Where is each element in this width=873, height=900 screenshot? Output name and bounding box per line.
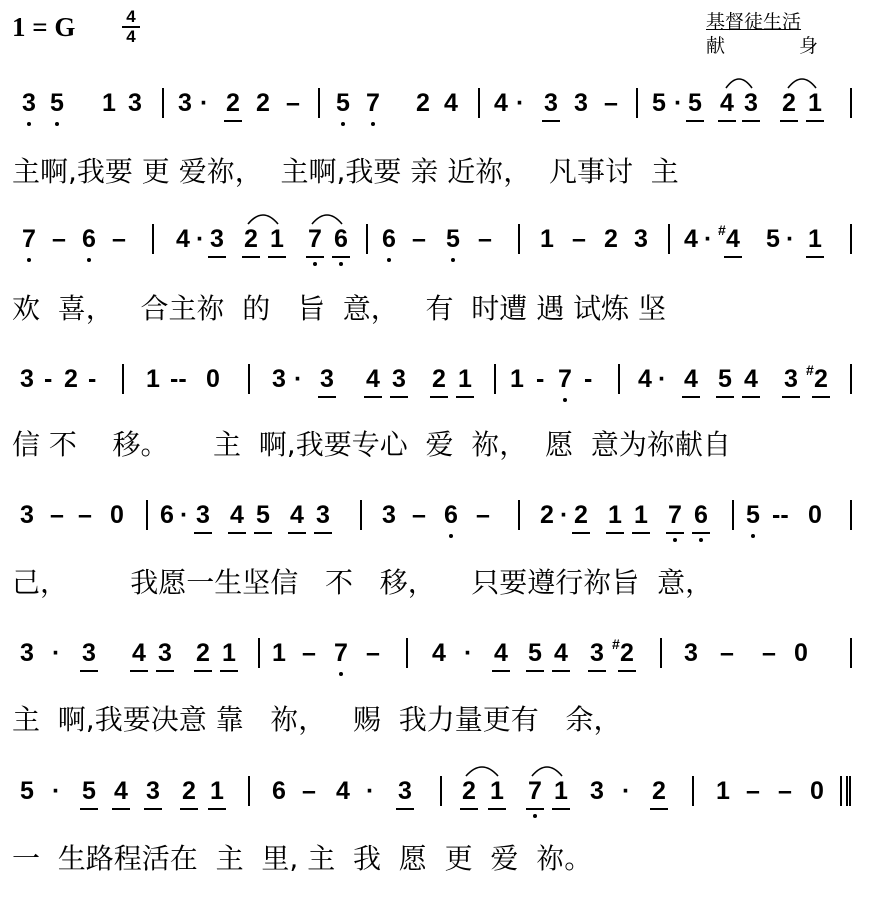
note: 7 [308,225,322,253]
note: 3 [22,89,36,117]
note: 5 [446,225,460,253]
underline [144,808,162,810]
underline [332,256,350,258]
note: 4 [684,365,698,393]
sharp-sign: # [718,222,726,238]
lyric-line: 己， 我愿一生坚信 不 移， 只要遵行祢旨 意， [12,566,714,599]
note: · [786,225,795,253]
note: – [412,501,426,529]
underline [812,396,830,398]
note: 2 [182,777,196,805]
note: 4 [726,225,740,253]
low-dot [55,122,59,126]
barline [850,638,852,668]
note: – [286,89,300,117]
low-dot [673,538,677,542]
note: 7 [528,777,542,805]
note: 2 [226,89,240,117]
note: 1 [808,225,822,253]
underline [492,670,510,672]
underline [180,808,198,810]
note: 2 [652,777,666,805]
note: 1 [222,639,236,667]
note: – [112,225,126,253]
barline [248,776,250,806]
low-dot [563,398,567,402]
low-dot [699,538,703,542]
note: 4 [494,639,508,667]
underline [80,670,98,672]
note: 1 [102,89,116,117]
underline [208,808,226,810]
note: 1 [510,365,524,393]
tie-layer [0,350,873,366]
note: 6 [160,501,174,529]
note: 2 [782,89,796,117]
note: 7 [334,639,348,667]
barline [636,88,638,118]
underline [692,532,710,534]
note: · [560,501,569,529]
note: 4 [638,365,652,393]
note: 4 [114,777,128,805]
underline [268,256,286,258]
note: – [720,639,734,667]
note: 0 [206,365,220,393]
note: 7 [366,89,380,117]
underline [390,396,408,398]
note: 6 [272,777,286,805]
note: 0 [808,501,822,529]
note: 3 [320,365,334,393]
note: – [366,639,380,667]
underline [364,396,382,398]
underline [456,396,474,398]
underline [156,670,174,672]
note: · [674,89,683,117]
lyric-line: 主 啊,我要决意 靠 祢， 赐 我力量更有 余， [12,703,622,736]
note: 5 [746,501,760,529]
category-right: 身 [798,35,818,57]
note: 3 [20,365,34,393]
note: · [196,225,205,253]
note: 4 [336,777,350,805]
note: – [302,639,316,667]
low-dot [339,672,343,676]
low-dot [371,122,375,126]
note: 6 [82,225,96,253]
note: 1 [458,365,472,393]
note: 3 [398,777,412,805]
note: 1 [554,777,568,805]
note: 3 [784,365,798,393]
note: · [200,89,209,117]
underline [552,808,570,810]
note: · [52,639,61,667]
underline [606,532,624,534]
note: 4 [132,639,146,667]
low-dot [87,258,91,262]
note: – [778,777,792,805]
underline [618,670,636,672]
time-signature [120,8,142,46]
note: 4 [554,639,568,667]
note: 4 [432,639,446,667]
note: 3 [634,225,648,253]
tie-arc [788,79,816,88]
note: · [658,365,667,393]
barline [850,364,852,394]
note: 4 [290,501,304,529]
note: - [584,365,593,393]
underline [314,532,332,534]
note: 2 [432,365,446,393]
note-row [0,638,873,698]
note: – [572,225,586,253]
underline [228,532,246,534]
note: 2 [574,501,588,529]
lyric-line: 主啊,我要 更 爱祢， 主啊,我要 亲 近祢， 凡事讨 主 [12,155,679,188]
note: 1 [808,89,822,117]
underline [130,670,148,672]
underline [682,396,700,398]
underline [542,120,560,122]
barline [258,638,260,668]
barline [366,224,368,254]
underline [208,256,226,258]
underline [782,396,800,398]
note: 3 [590,777,604,805]
tie-layer [0,210,873,226]
barline [850,500,852,530]
note: 3 [684,639,698,667]
note: 5 [528,639,542,667]
low-dot [313,262,317,266]
note: 3 [146,777,160,805]
underline [526,670,544,672]
barline [846,776,848,806]
underline [572,532,590,534]
underline [254,532,272,534]
underline [632,532,650,534]
note: 1 [210,777,224,805]
low-dot [27,258,31,262]
category-label [706,34,818,58]
tie-arc [312,215,342,224]
author-name: 基督徒生活 [706,11,802,33]
note: 6 [334,225,348,253]
note: 1 [490,777,504,805]
note: 5 [336,89,350,117]
note: - [88,365,97,393]
note: – [604,89,618,117]
note: 4 [366,365,380,393]
barline [478,88,480,118]
sharp-sign: # [612,636,620,652]
barline [668,224,670,254]
note: 5 [766,225,780,253]
note: 3 [20,639,34,667]
lyric-line: 一 生路程活在 主 里, 主 我 愿 更 爱 祢。 [12,842,593,875]
barline [162,88,164,118]
note: 6 [694,501,708,529]
barline [840,776,842,806]
note: 2 [814,365,828,393]
note: 1 [146,365,160,393]
barline [152,224,154,254]
note: 5 [688,89,702,117]
barline [850,224,852,254]
note: · [180,501,189,529]
note: 5 [256,501,270,529]
underline [112,808,130,810]
barline [518,500,520,530]
category-left: 献 [706,35,726,57]
note: 4 [494,89,508,117]
tie-layer [0,762,873,778]
note: 3 [744,89,758,117]
note: – [762,639,776,667]
note: – [746,777,760,805]
note: 3 [196,501,210,529]
barline [849,776,851,806]
note: 7 [22,225,36,253]
tie-layer [0,486,873,502]
underline [224,120,242,122]
note: 1 [634,501,648,529]
barline [660,638,662,668]
note: · [464,639,473,667]
low-dot [451,258,455,262]
barline [692,776,694,806]
low-dot [533,814,537,818]
note: 3 [382,501,396,529]
underline [306,256,324,258]
underline [288,532,306,534]
note-row [0,364,873,424]
note: 2 [196,639,210,667]
note-row [0,776,873,836]
underline [588,670,606,672]
underline [526,808,544,810]
note: 4 [176,225,190,253]
note: 5 [652,89,666,117]
note: 0 [110,501,124,529]
meter-top: 4 [126,7,136,26]
barline [146,500,148,530]
barline [440,776,442,806]
note: · [52,777,61,805]
underline [430,396,448,398]
tie-arc [726,79,752,88]
note: · [294,365,303,393]
note: -- [772,501,789,529]
note: · [366,777,375,805]
note: · [622,777,631,805]
note: 6 [444,501,458,529]
underline [460,808,478,810]
note: 3 [178,89,192,117]
note: 3 [544,89,558,117]
note: 5 [20,777,34,805]
note: 0 [794,639,808,667]
note: 2 [462,777,476,805]
tie-layer [0,624,873,640]
note: 3 [590,639,604,667]
note: 4 [230,501,244,529]
note: · [704,225,713,253]
underline [318,396,336,398]
underline [396,808,414,810]
low-dot [449,534,453,538]
underline [742,120,760,122]
note: 2 [244,225,258,253]
note: - [44,365,53,393]
note: 2 [64,365,78,393]
underline [194,670,212,672]
note: – [476,501,490,529]
note: 4 [444,89,458,117]
note-row [0,500,873,560]
tie-arc [248,215,278,224]
low-dot [27,122,31,126]
underline [742,396,760,398]
underline [80,808,98,810]
note: - [536,365,545,393]
low-dot [339,262,343,266]
underline [718,120,736,122]
low-dot [387,258,391,262]
lyric-line: 信 不 移。 主 啊,我要专心 爱 祢， 愿 意为祢献自 [12,428,731,461]
note: 2 [604,225,618,253]
barline [318,88,320,118]
note: – [412,225,426,253]
note: 3 [128,89,142,117]
underline [724,256,742,258]
low-dot [751,534,755,538]
note: 6 [382,225,396,253]
underline [194,532,212,534]
underline [716,396,734,398]
tie-arc [466,767,498,776]
note: 1 [608,501,622,529]
underline [780,120,798,122]
note: 1 [270,225,284,253]
underline [488,808,506,810]
note: – [50,501,64,529]
note: 5 [82,777,96,805]
underline [806,120,824,122]
note: 3 [210,225,224,253]
note: 3 [20,501,34,529]
barline [518,224,520,254]
note: 5 [50,89,64,117]
sharp-sign: # [806,362,814,378]
note: 2 [416,89,430,117]
note: 2 [620,639,634,667]
note: 7 [668,501,682,529]
note: 3 [316,501,330,529]
lyric-line: 欢 喜， 合主祢 的 旨 意， 有 时遭 遇 试炼 坚 [12,292,667,325]
note-row [0,224,873,284]
underline [220,670,238,672]
barline [122,364,124,394]
note: 0 [810,777,824,805]
note: 3 [574,89,588,117]
note: 4 [684,225,698,253]
note: – [78,501,92,529]
note: 5 [718,365,732,393]
underline [666,532,684,534]
note: 7 [558,365,572,393]
low-dot [341,122,345,126]
barline [406,638,408,668]
tie-arc [532,767,562,776]
tie-layer [0,74,873,90]
underline [806,256,824,258]
note: – [52,225,66,253]
barline [618,364,620,394]
underline [552,670,570,672]
note: -- [170,365,187,393]
underline [242,256,260,258]
barline [248,364,250,394]
note: – [478,225,492,253]
note: 2 [540,501,554,529]
note: 3 [272,365,286,393]
note: 1 [716,777,730,805]
note: 3 [392,365,406,393]
note: · [516,89,525,117]
note: 3 [158,639,172,667]
key-signature: 1 = G [12,12,76,42]
note: 1 [540,225,554,253]
note: 1 [272,639,286,667]
barline [732,500,734,530]
underline [650,808,668,810]
note: 3 [82,639,96,667]
note: 2 [256,89,270,117]
note: – [302,777,316,805]
note: 4 [720,89,734,117]
underline [686,120,704,122]
barline [850,88,852,118]
barline [494,364,496,394]
note: 4 [744,365,758,393]
barline [360,500,362,530]
meter-bottom: 4 [126,27,136,46]
author-block [706,10,818,58]
note-row [0,88,873,148]
